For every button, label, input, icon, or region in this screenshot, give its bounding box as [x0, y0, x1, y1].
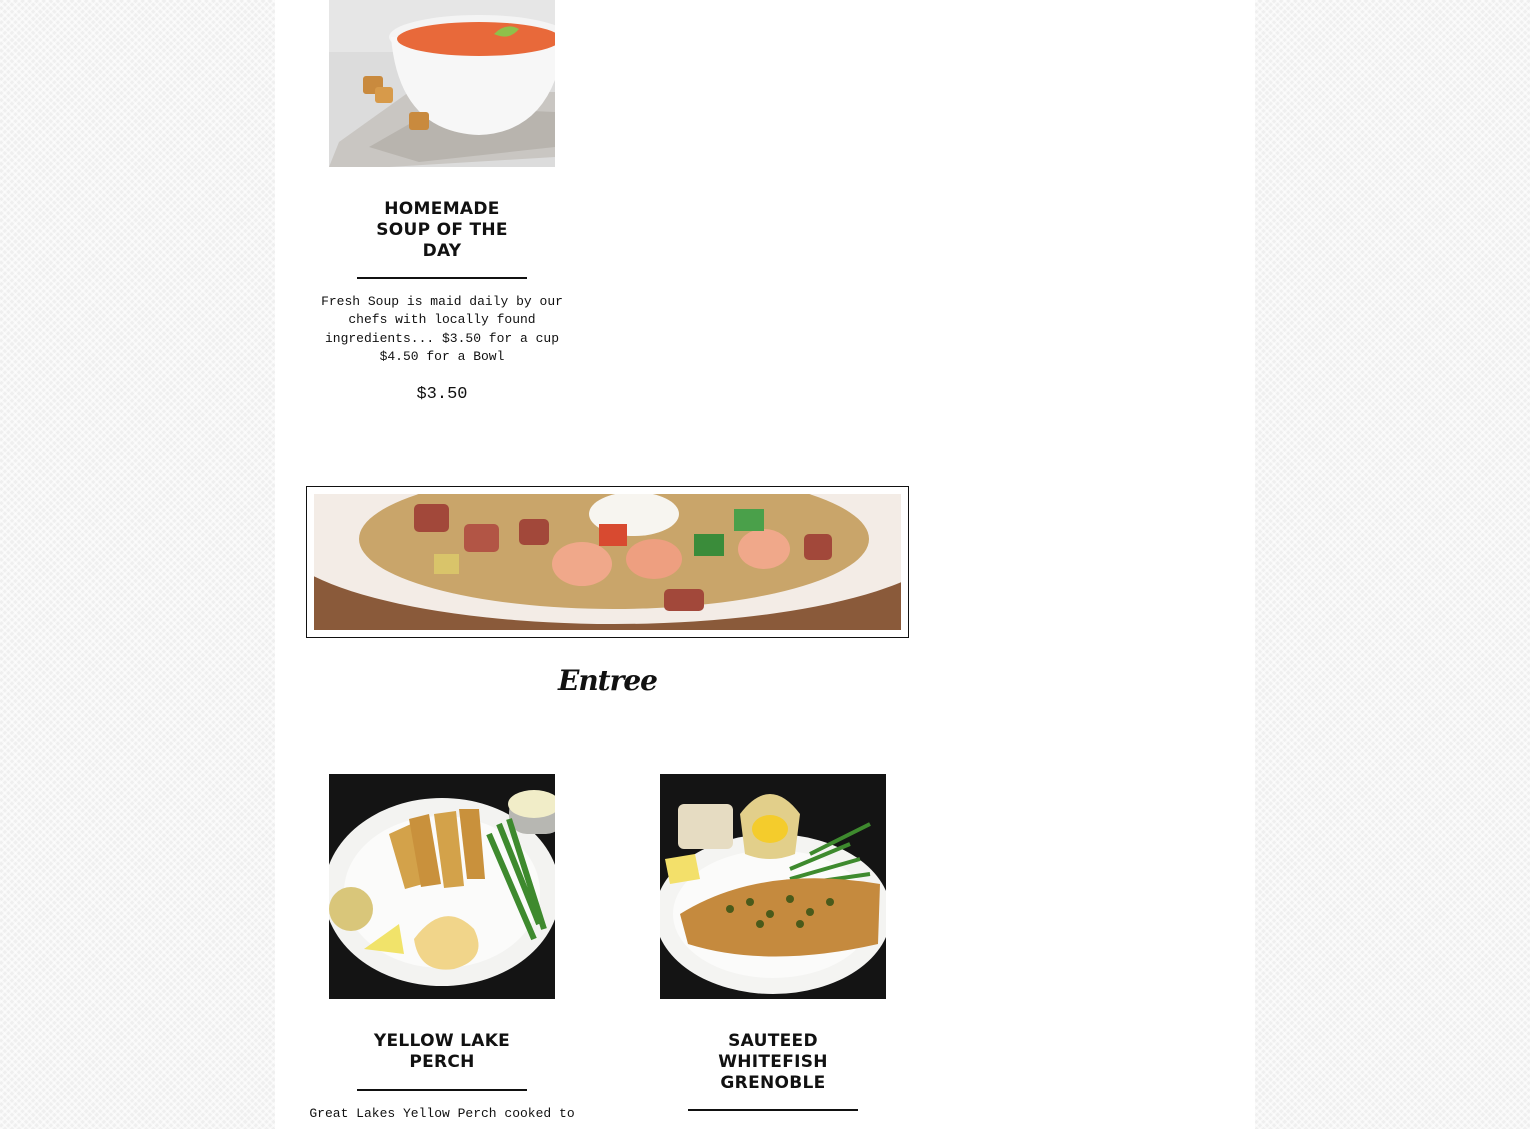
perch-plate-photo: [329, 774, 555, 999]
soup-photo: [329, 0, 555, 167]
shrimp-sausage-dish-photo: [314, 494, 901, 630]
soup-divider: [357, 277, 527, 279]
section-heading-entree: Entree: [557, 664, 657, 697]
entree-divider: [357, 1089, 527, 1091]
soup-title: HOMEMADE SOUP OF THE DAY: [376, 199, 508, 261]
entree-title: YELLOW LAKE PERCH: [373, 1031, 511, 1072]
entree-title: SAUTEED WHITEFISH GRENOBLE: [718, 1031, 828, 1093]
soup-price: $3.50: [416, 385, 468, 404]
whitefish-plate-photo: [660, 774, 886, 999]
entree-description: Great Lakes Yellow Perch cooked to: [309, 1106, 575, 1121]
banner-frame: [306, 486, 909, 638]
soup-description: Fresh Soup is maid daily by our chefs with locally found ingredients... $3.50 for a cup $4.50 for a Bowl: [321, 294, 563, 365]
entree-divider: [688, 1109, 858, 1111]
menu-page: [275, 0, 1255, 1129]
